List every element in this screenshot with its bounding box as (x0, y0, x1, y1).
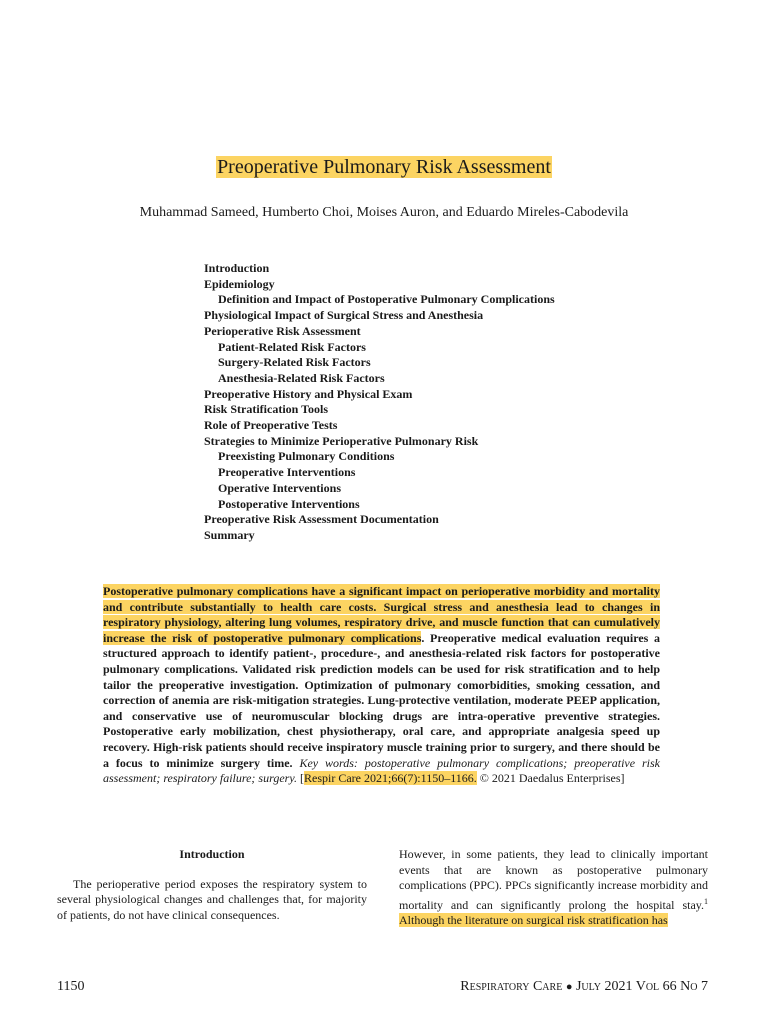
citation: Respir Care 2021;66(7):1150–1166. (304, 771, 477, 786)
intro-paragraph-right (399, 847, 708, 929)
toc-item: Patient-Related Risk Factors (218, 339, 366, 354)
toc-item: Role of Preoperative Tests (204, 418, 338, 433)
section-heading-introduction: Introduction (179, 847, 245, 861)
toc-item: Physiological Impact of Surgical Stress and Anesthesia (204, 308, 484, 323)
journal-issue: July 2021 Vol 66 No 7 (575, 979, 708, 994)
toc-item: Preexisting Pulmonary Conditions (218, 449, 395, 464)
abstract-body (103, 584, 660, 770)
abstract-highlight: Postoperative pulmonary complications have a significant impact on perioperative morbidity and mortality and contribute substantially to health care costs. Surgical stress and anesthesia lead to changes in respiratory physiology, altering lung volumes, respiratory drive, and muscle function that can cumulatively increase the risk of postoperative pulmonary complications (103, 584, 660, 645)
intro-right-highlight: Although the literature on surgical risk stratification has (399, 913, 668, 928)
abstract-rest: . Preoperative medical evaluation requires a structured approach to identify patient-, procedure-, and anesthesia-related risk factors for postoperative pulmonary complications. Validated risk prediction models can be used for risk stratification and to help tailor the preoperative investigation. Optimization of pulmonary comorbidities, smoking cessation, and correction of anemia are risk-mitigation strategies. Lung-protective ventilation, moderate PEEP application, and conservative use of neuromuscular blocking drugs are intra-operative preventive strategies. Postoperative early mobilization, chest physiotherapy, oral care, and appropriate analgesia speed up recovery. High-risk patients should receive inspiratory muscle training prior to surgery, and there should be a focus to minimize surgery time. (103, 630, 660, 770)
toc-item: Definition and Impact of Postoperative Pulmonary Complications (218, 292, 555, 307)
article-title-text: Preoperative Pulmonary Risk Assessment (217, 156, 551, 178)
author-list: Muhammad Sameed, Humberto Choi, Moises Auron, and Eduardo Mireles-Cabodevila (139, 205, 629, 220)
abstract (103, 584, 660, 787)
column-left (57, 847, 367, 923)
toc-item: Strategies to Minimize Perioperative Pulmonary Risk (204, 433, 479, 448)
keywords: Key words: postoperative pulmonary complications; preoperative risk assessment; respiratory failure; surgery. (103, 755, 660, 786)
toc-item: Perioperative Risk Assessment (204, 323, 361, 338)
toc-item: Introduction (204, 261, 270, 275)
table-of-contents (204, 261, 555, 544)
toc-item: Preoperative Risk Assessment Documentation (204, 512, 439, 527)
toc-item: Preoperative Interventions (218, 465, 356, 480)
page-number: 1150 (57, 979, 85, 994)
intro-paragraph-left: The perioperative period exposes the respiratory system to several physiological changes and challenges that, for majority of patients, do not have clinical consequences. (57, 876, 367, 922)
toc-item: Anesthesia-Related Risk Factors (218, 370, 385, 385)
reference-superscript: 1 (704, 896, 708, 906)
cite-open: [ (297, 771, 304, 786)
journal-name: Respiratory Care (460, 979, 563, 994)
copyright: © 2021 Daedalus Enterprises] (476, 771, 625, 786)
toc-item: Epidemiology (204, 276, 275, 291)
toc-item: Operative Interventions (218, 480, 341, 495)
journal-footer (460, 979, 708, 995)
toc-item: Surgery-Related Risk Factors (218, 355, 371, 370)
toc-item: Risk Stratification Tools (204, 402, 329, 417)
toc-item: Summary (204, 527, 255, 542)
column-right (399, 847, 708, 929)
bullet-separator: ● (565, 981, 573, 993)
article-title (0, 153, 768, 181)
intro-right-text: However, in some patients, they lead to clinically important events that are known as postoperative pulmonary complications (PPC). PPCs significantly increase morbidity and mortality and can significantly prolong the hospital stay. (399, 847, 708, 912)
toc-item: Preoperative History and Physical Exam (204, 386, 413, 401)
toc-item: Postoperative Interventions (218, 496, 360, 511)
